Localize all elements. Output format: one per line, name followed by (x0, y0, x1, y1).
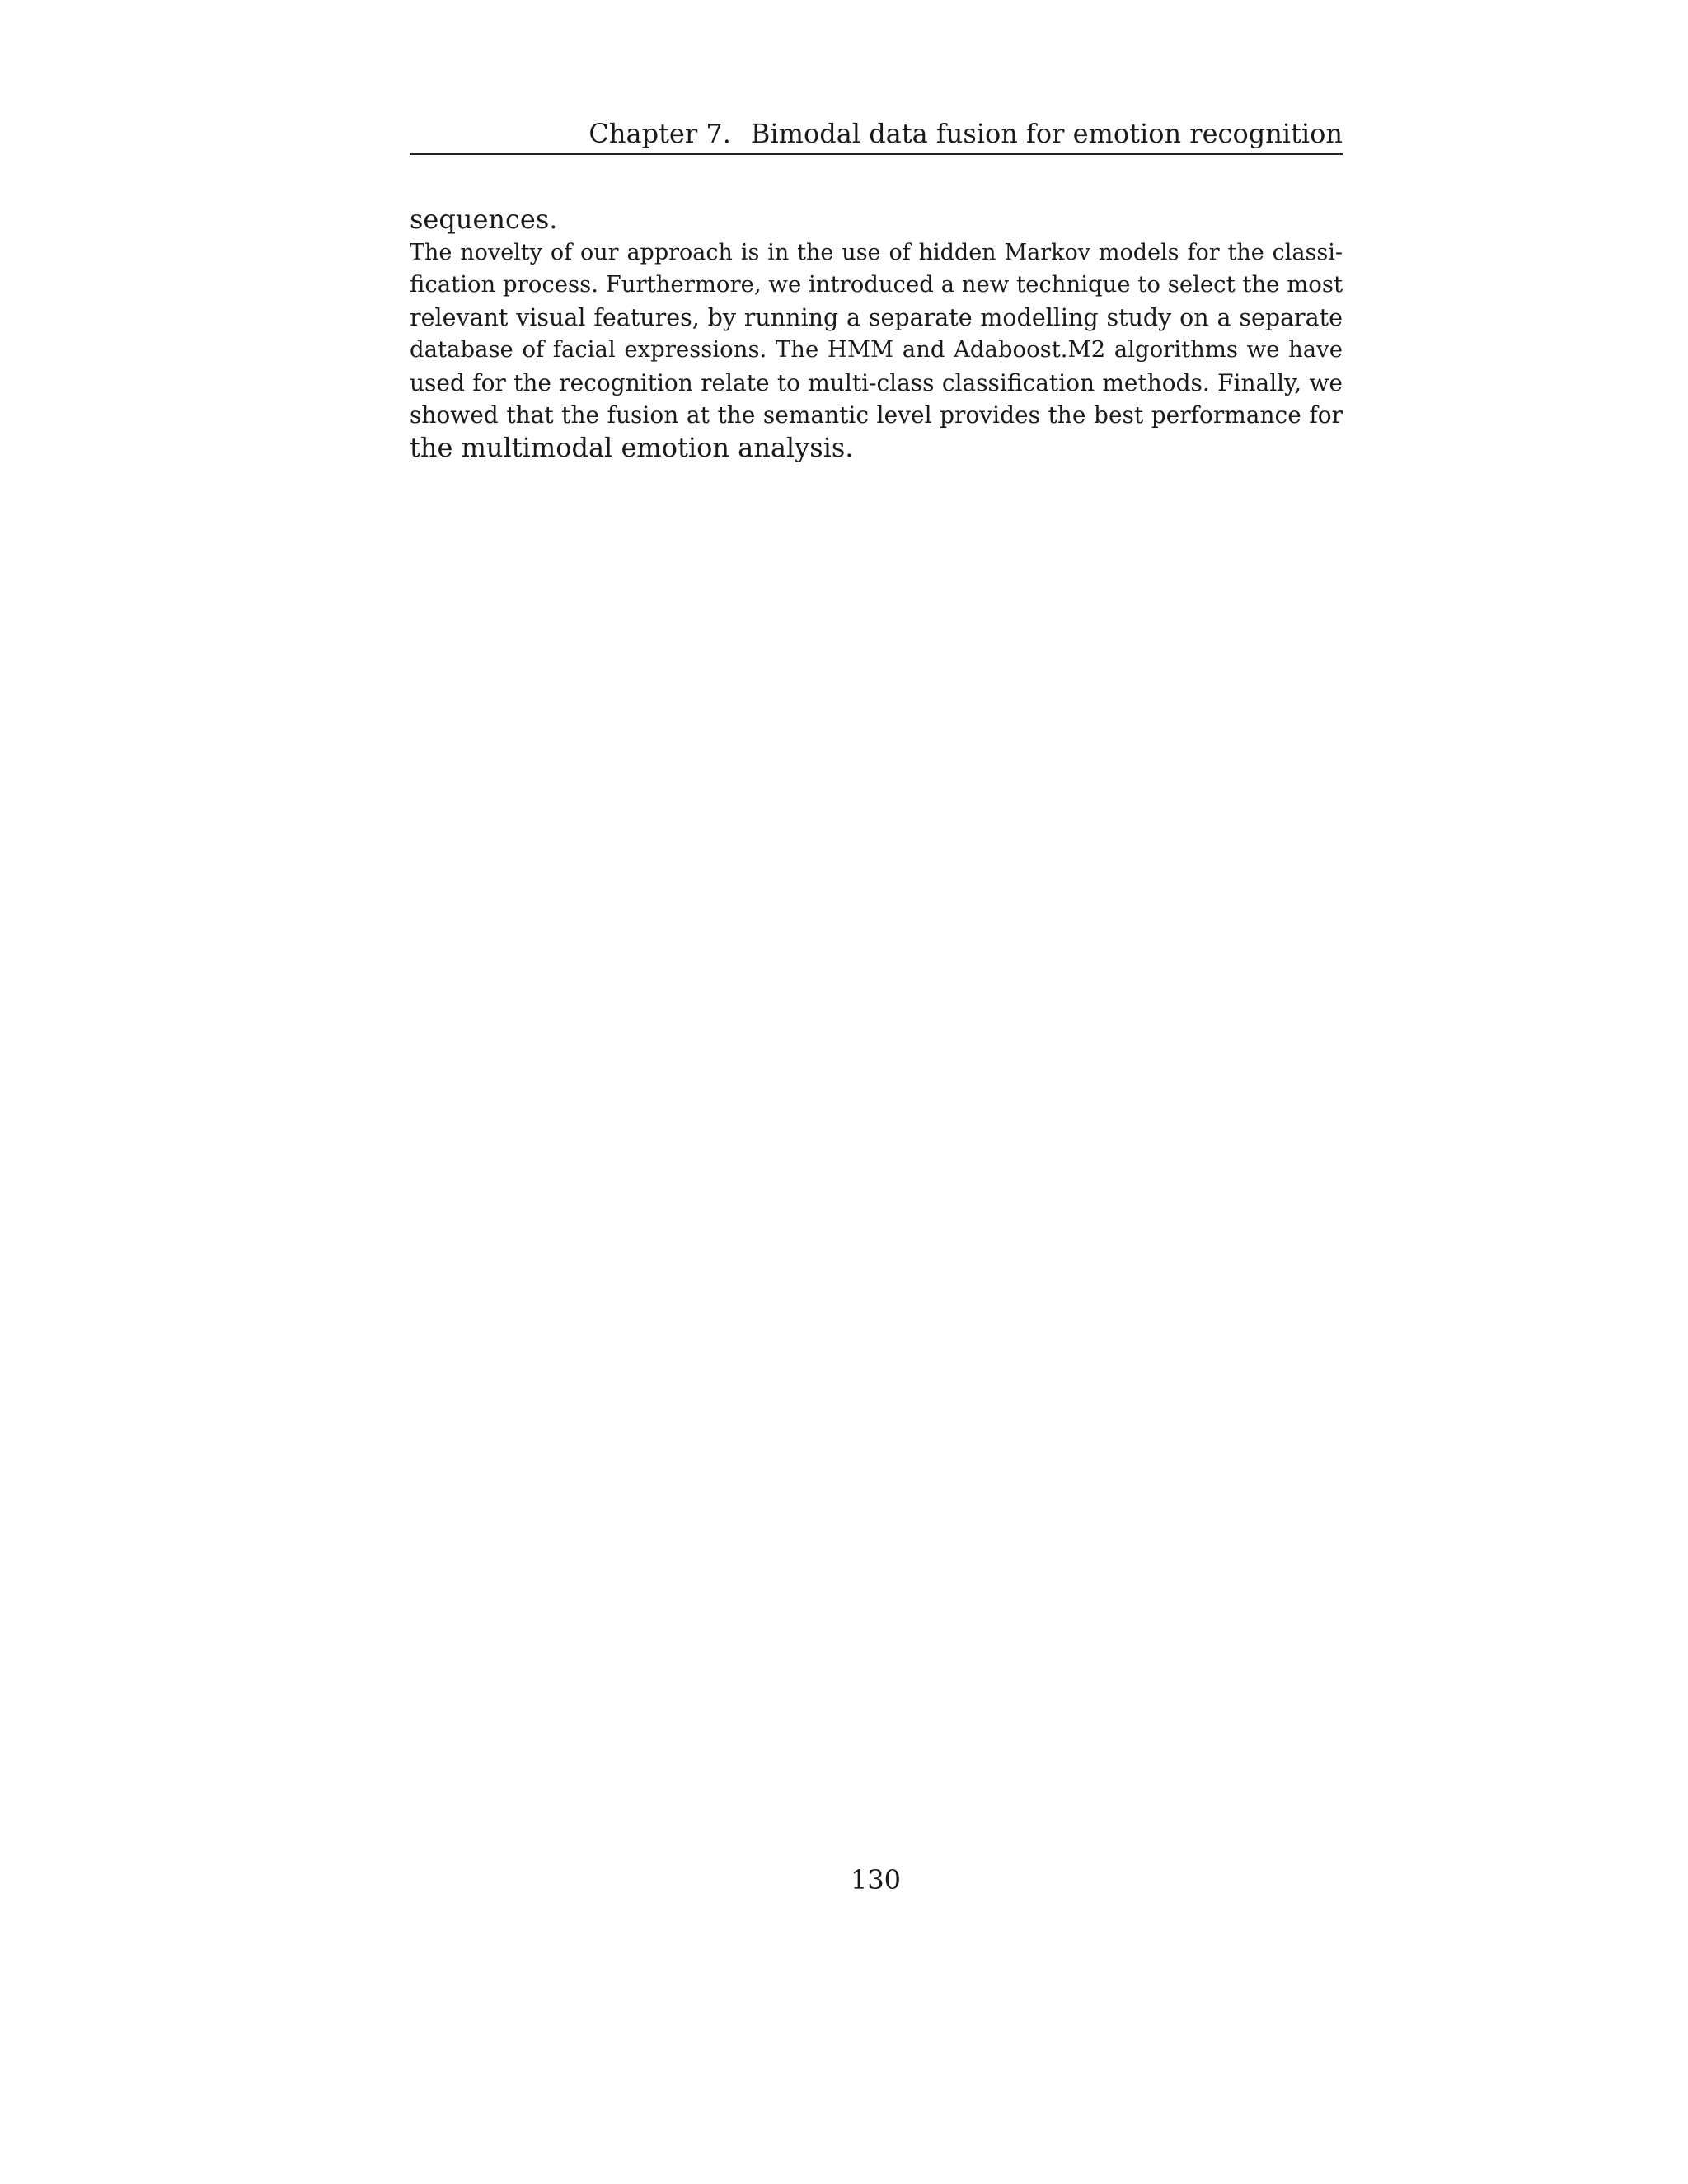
text-line: used for the recognition relate to multi-class classification methods. Finally, we (410, 368, 1343, 396)
text-line: sequences. (410, 204, 558, 235)
text-line: showed that the fusion at the semantic level provides the best performance for (410, 401, 1343, 429)
text-line: the multimodal emotion analysis. (410, 431, 854, 463)
running-header-text (588, 118, 1343, 149)
chapter-label: Chapter 7. (588, 118, 731, 149)
running-header (410, 118, 1343, 155)
text-line: The novelty of our approach is in the use of hidden Markov models for the classi- (410, 239, 1343, 265)
text-line: fication process. Furthermore, we introduced a new technique to select the most (410, 271, 1343, 298)
body-paragraph (410, 204, 1343, 464)
page-number: 130 (850, 1864, 902, 1896)
text-line: relevant visual features, by running a separate modelling study on a separate (410, 303, 1343, 331)
text-line: database of facial expressions. The HMM and Adaboost.M2 algorithms we have (410, 336, 1343, 363)
chapter-title: Bimodal data fusion for emotion recognition (750, 118, 1343, 149)
